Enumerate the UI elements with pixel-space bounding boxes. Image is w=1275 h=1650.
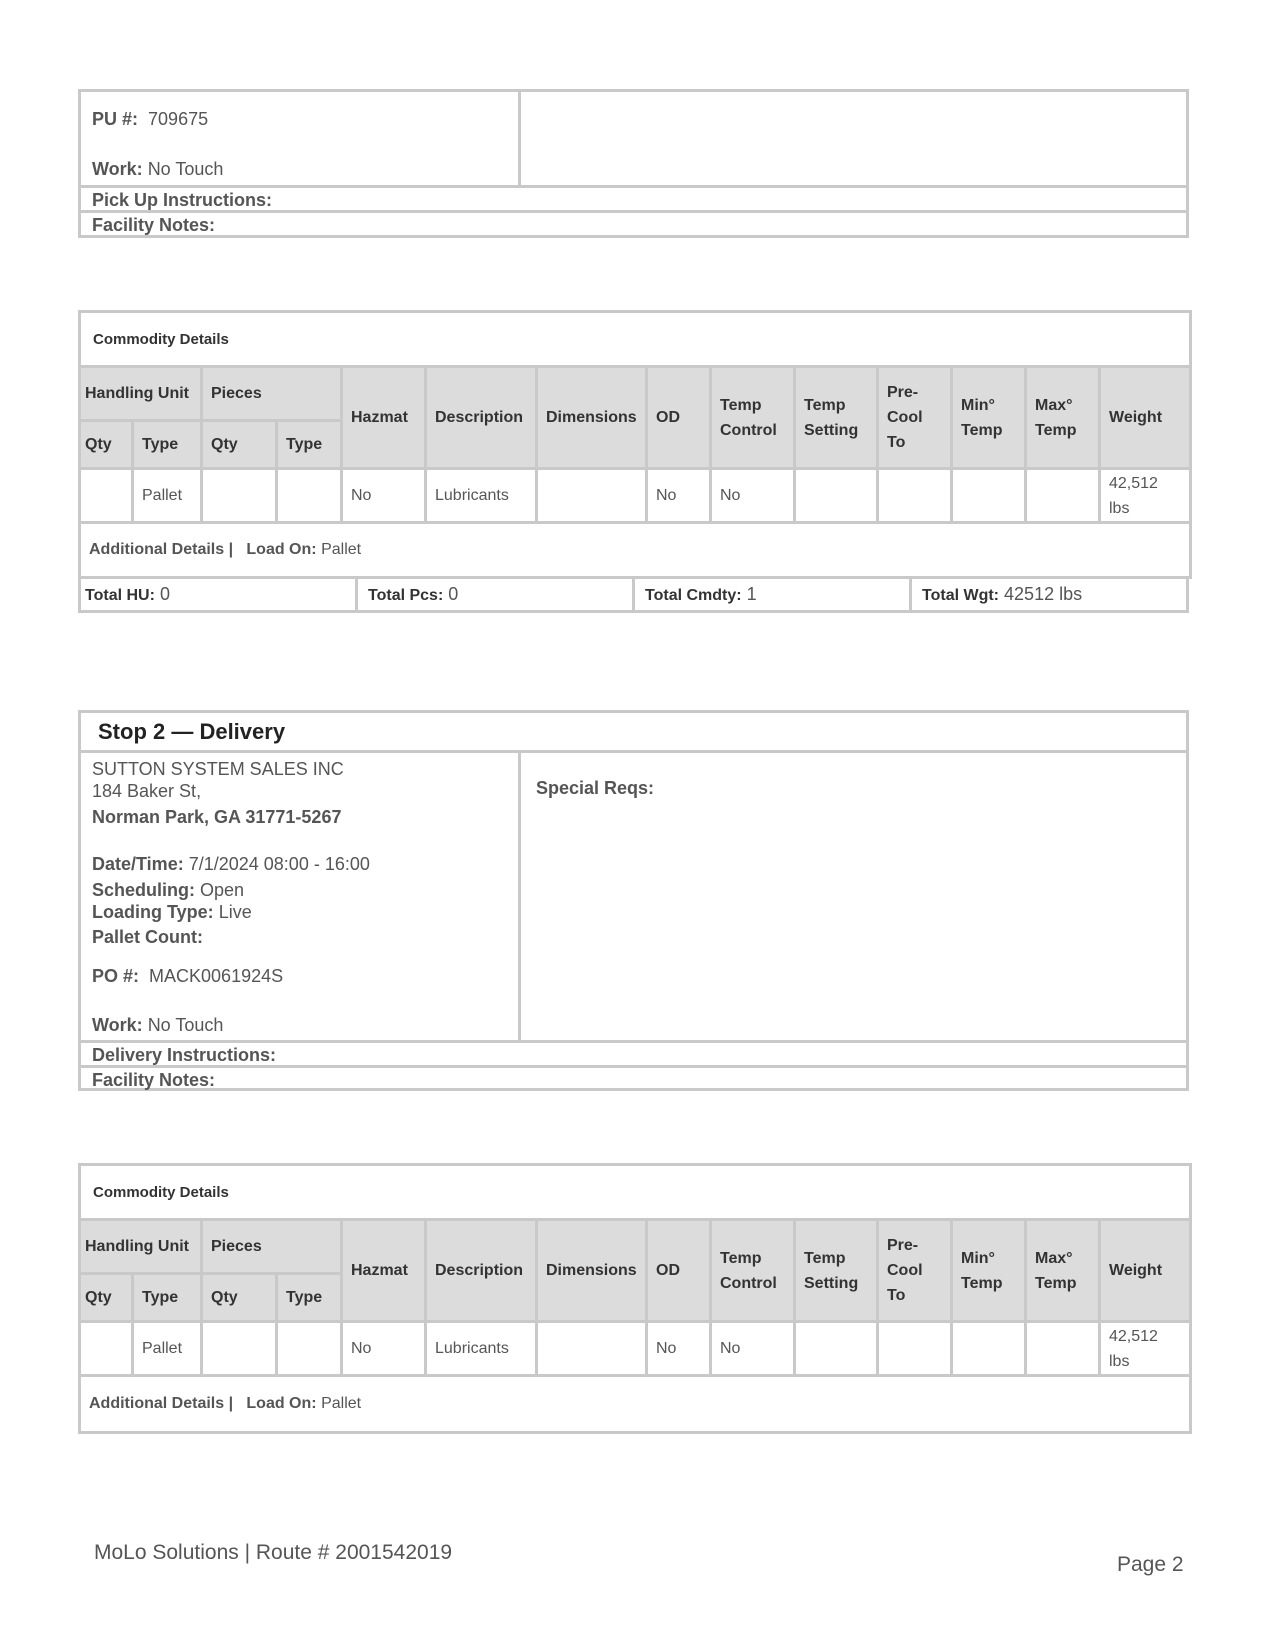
header-temp-control-2: Temp Control (711, 1220, 795, 1322)
additional-details-row (80, 523, 1191, 578)
datetime-value: 7/1/2024 08:00 - 16:00 (188, 854, 370, 874)
cell-temp-setting-2 (795, 1322, 878, 1376)
total-wgt (911, 578, 1188, 612)
scheduling-label: Scheduling: (92, 880, 195, 900)
work-value-2: No Touch (147, 1015, 224, 1035)
header-hazmat-2: Hazmat (342, 1220, 426, 1322)
cell-pre-cool-to (878, 469, 952, 523)
pickup-instructions-label: Pick Up Instructions: (92, 190, 273, 210)
po-value: MACK0061924S (149, 966, 284, 986)
work-line (92, 158, 223, 180)
header-temp-setting-2: Temp Setting (795, 1220, 878, 1322)
cell-hazmat-2: No (342, 1322, 426, 1376)
pallet-count-label: Pallet Count: (92, 927, 203, 947)
commodity-title-2: Commodity Details (80, 1165, 1191, 1220)
header-weight-2: Weight (1100, 1220, 1191, 1322)
total-wgt-value: 42512 lbs (1004, 584, 1083, 604)
header-dimensions-2: Dimensions (537, 1220, 647, 1322)
total-wgt-label: Total Wgt: (922, 587, 1000, 604)
cell-hazmat: No (342, 469, 426, 523)
header-od-2: OD (647, 1220, 711, 1322)
header-temp-control: Temp Control (711, 367, 795, 469)
cell-hu-type-2: Pallet (133, 1322, 202, 1376)
cell-dimensions-2 (537, 1322, 647, 1376)
facility-notes-row (81, 210, 1186, 235)
stop2-title: Stop 2 — Delivery (98, 719, 286, 744)
cell-min-temp (952, 469, 1026, 523)
header-pc-qty-2: Qty (202, 1274, 277, 1322)
special-reqs-label: Special Reqs: (536, 778, 655, 798)
stop1-info-box (78, 89, 1189, 238)
load-on-value-2: Pallet (321, 1395, 362, 1412)
cell-weight: 42,512 lbs (1100, 469, 1191, 523)
load-on-label: Load On: (246, 541, 317, 558)
cell-od: No (647, 469, 711, 523)
additional-details-label: Additional Details | (89, 541, 234, 558)
facility-notes-label: Facility Notes: (92, 215, 216, 235)
total-hu-label: Total HU: (85, 587, 155, 604)
cell-hu-qty (80, 469, 133, 523)
commodity-table-1 (78, 310, 1192, 579)
load-on-label-2: Load On: (246, 1395, 317, 1412)
cell-weight-2: 42,512 lbs (1100, 1322, 1191, 1376)
cell-temp-control-2: No (711, 1322, 795, 1376)
totals-table-1 (78, 576, 1189, 613)
work-label-2: Work: (92, 1015, 143, 1035)
total-hu (80, 578, 357, 612)
stop1-right-cell (521, 92, 1186, 185)
stop2-header (81, 713, 1186, 753)
cell-od-2: No (647, 1322, 711, 1376)
cell-dimensions (537, 469, 647, 523)
pu-value: 709675 (148, 109, 209, 129)
cell-pc-type (277, 469, 342, 523)
work-label: Work: (92, 159, 143, 179)
cell-pc-qty-2 (202, 1322, 277, 1376)
total-cmdty-value: 1 (746, 584, 757, 604)
address-line: 184 Baker St, (92, 781, 202, 801)
cell-description-2: Lubricants (426, 1322, 537, 1376)
header-od: OD (647, 367, 711, 469)
header-description-2: Description (426, 1220, 537, 1322)
header-max-temp-2: Max° Temp (1026, 1220, 1100, 1322)
cell-hu-type: Pallet (133, 469, 202, 523)
cell-pc-qty (202, 469, 277, 523)
header-handling-unit-2: Handling Unit (80, 1220, 202, 1274)
company-name: SUTTON SYSTEM SALES INC (92, 759, 344, 779)
header-pieces-2: Pieces (202, 1220, 342, 1274)
city-state-zip: Norman Park, GA 31771-5267 (92, 807, 342, 827)
footer-page-number: Page 2 (1117, 1553, 1184, 1576)
scheduling-line (92, 879, 244, 901)
cell-temp-setting (795, 469, 878, 523)
commodity-title: Commodity Details (80, 312, 1191, 367)
facility-notes-label-2: Facility Notes: (92, 1070, 216, 1090)
commodity-details-1 (78, 310, 1189, 613)
work-line-2 (92, 1014, 223, 1036)
additional-details-label-2: Additional Details | (89, 1395, 234, 1412)
scheduling-value: Open (200, 880, 245, 900)
datetime-label: Date/Time: (92, 854, 184, 874)
stop2-box (78, 710, 1189, 1091)
po-line (92, 965, 283, 987)
total-hu-value: 0 (159, 584, 170, 604)
additional-details-row-2 (80, 1376, 1191, 1433)
load-on-value: Pallet (321, 541, 362, 558)
cell-pc-type-2 (277, 1322, 342, 1376)
header-min-temp-2: Min° Temp (952, 1220, 1026, 1322)
commodity-details-2 (78, 1163, 1189, 1434)
header-handling-unit: Handling Unit (80, 367, 202, 421)
delivery-instructions-row (81, 1040, 1186, 1065)
stop2-left-cell (81, 753, 521, 1040)
header-pre-cool-to: Pre- Cool To (878, 367, 952, 469)
pu-number (92, 108, 208, 130)
pu-label: PU #: (92, 109, 139, 129)
header-weight: Weight (1100, 367, 1191, 469)
pickup-instructions-row (81, 185, 1186, 210)
header-pre-cool-to-2: Pre- Cool To (878, 1220, 952, 1322)
header-dimensions: Dimensions (537, 367, 647, 469)
cell-min-temp-2 (952, 1322, 1026, 1376)
header-hazmat: Hazmat (342, 367, 426, 469)
cell-max-temp-2 (1026, 1322, 1100, 1376)
cell-hu-qty-2 (80, 1322, 133, 1376)
work-value: No Touch (147, 159, 224, 179)
total-pcs-value: 0 (448, 584, 459, 604)
header-description: Description (426, 367, 537, 469)
stop1-left-cell (81, 92, 521, 185)
cell-pre-cool-to-2 (878, 1322, 952, 1376)
footer-route: MoLo Solutions | Route # 2001542019 (94, 1541, 453, 1564)
cell-max-temp (1026, 469, 1100, 523)
header-pc-type: Type (277, 421, 342, 469)
header-pc-qty: Qty (202, 421, 277, 469)
header-min-temp: Min° Temp (952, 367, 1026, 469)
commodity-table-2 (78, 1163, 1192, 1434)
header-hu-qty: Qty (80, 421, 133, 469)
header-temp-setting: Temp Setting (795, 367, 878, 469)
header-max-temp: Max° Temp (1026, 367, 1100, 469)
header-pieces: Pieces (202, 367, 342, 421)
stop2-right-cell (521, 753, 1186, 1040)
cell-description: Lubricants (426, 469, 537, 523)
total-cmdty-label: Total Cmdty: (645, 587, 742, 604)
total-pcs (357, 578, 634, 612)
loading-type-line (92, 901, 252, 923)
delivery-instructions-label: Delivery Instructions: (92, 1045, 277, 1065)
datetime-line (92, 853, 370, 875)
total-pcs-label: Total Pcs: (368, 587, 444, 604)
cell-temp-control: No (711, 469, 795, 523)
header-hu-type: Type (133, 421, 202, 469)
loading-type-value: Live (218, 902, 252, 922)
po-label: PO #: (92, 966, 140, 986)
loading-type-label: Loading Type: (92, 902, 214, 922)
header-hu-qty-2: Qty (80, 1274, 133, 1322)
facility-notes-row-2 (81, 1065, 1186, 1091)
header-pc-type-2: Type (277, 1274, 342, 1322)
total-cmdty (634, 578, 911, 612)
header-hu-type-2: Type (133, 1274, 202, 1322)
